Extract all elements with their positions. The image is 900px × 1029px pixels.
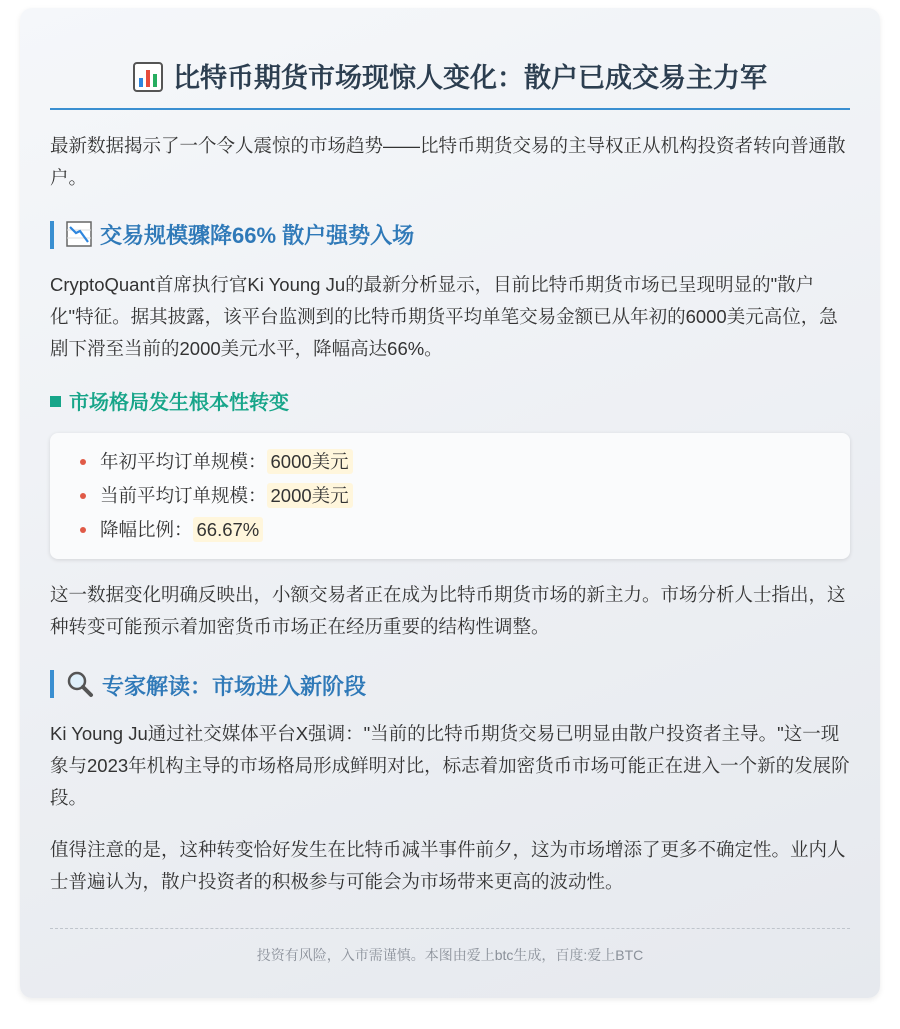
list-item (80, 445, 820, 479)
footer-divider (50, 928, 850, 929)
list-item-label: 年初平均订单规模： (100, 451, 267, 472)
section1-subheading-text: 市场格局发生根本性转变 (69, 392, 289, 414)
section2-paragraph-2: 值得注意的是，这种转变恰好发生在比特币减半事件前夕，这为市场增添了更多不确定性。业内人士普遍认为，散户投资者的积极参与可能会为市场带来更高的波动性。 (50, 839, 846, 892)
section1-heading-text: 交易规模骤降66% 散户强势入场 (100, 223, 415, 248)
list-item-value: 2000美元 (267, 483, 353, 508)
section2-paragraph-1: Ki Young Ju通过社交媒体平台X强调："当前的比特币期货交易已明显由散户投资者主导。"这一现象与2023年机构主导的市场格局形成鲜明对比，标志着加密货币市场可能正在进入一个新的发展阶段。 (50, 723, 850, 808)
section1-paragraph: CryptoQuant首席执行官Ki Young Ju的最新分析显示，目前比特币期货市场已呈现明显的"散户化"特征。据其披露，该平台监测到的比特币期货平均单笔交易金额已从年初的6000美元高位，急剧下滑至当前的2000美元水平，降幅高达66%。 (50, 274, 838, 359)
square-bullet-icon (50, 396, 61, 407)
section2-heading (50, 670, 850, 698)
footer-disclaimer: 投资有风险，入市需谨慎。本图由爱上btc生成，百度:爱上BTC (256, 947, 644, 963)
list-item-label: 降幅比例： (100, 519, 193, 540)
section1-subheading (50, 389, 850, 417)
list-item-value: 66.67% (193, 517, 264, 542)
section2-heading-text: 专家解读：市场进入新阶段 (102, 674, 367, 699)
list-item (80, 479, 820, 513)
section1-heading (50, 221, 850, 249)
intro-paragraph: 最新数据揭示了一个令人震惊的市场趋势——比特币期货交易的主导权正从机构投资者转向普通散户。 (50, 135, 846, 188)
list-item-label: 当前平均订单规模： (100, 485, 267, 506)
list-item-value: 6000美元 (267, 449, 353, 474)
page-title-text: 比特币期货市场现惊人变化：散户已成交易主力军 (173, 63, 767, 93)
page-title (50, 58, 850, 98)
list-item (80, 513, 820, 547)
article-card (20, 8, 880, 998)
title-bar (50, 58, 850, 110)
chart-down-icon (66, 221, 92, 247)
bar-chart-icon (133, 62, 163, 92)
magnifier-icon (66, 670, 94, 698)
section1-paragraph-2: 这一数据变化明确反映出，小额交易者正在成为比特币期货市场的新主力。市场分析人士指出，这种转变可能预示着加密货币市场正在经历重要的结构性调整。 (50, 584, 846, 637)
stats-list (50, 433, 850, 559)
